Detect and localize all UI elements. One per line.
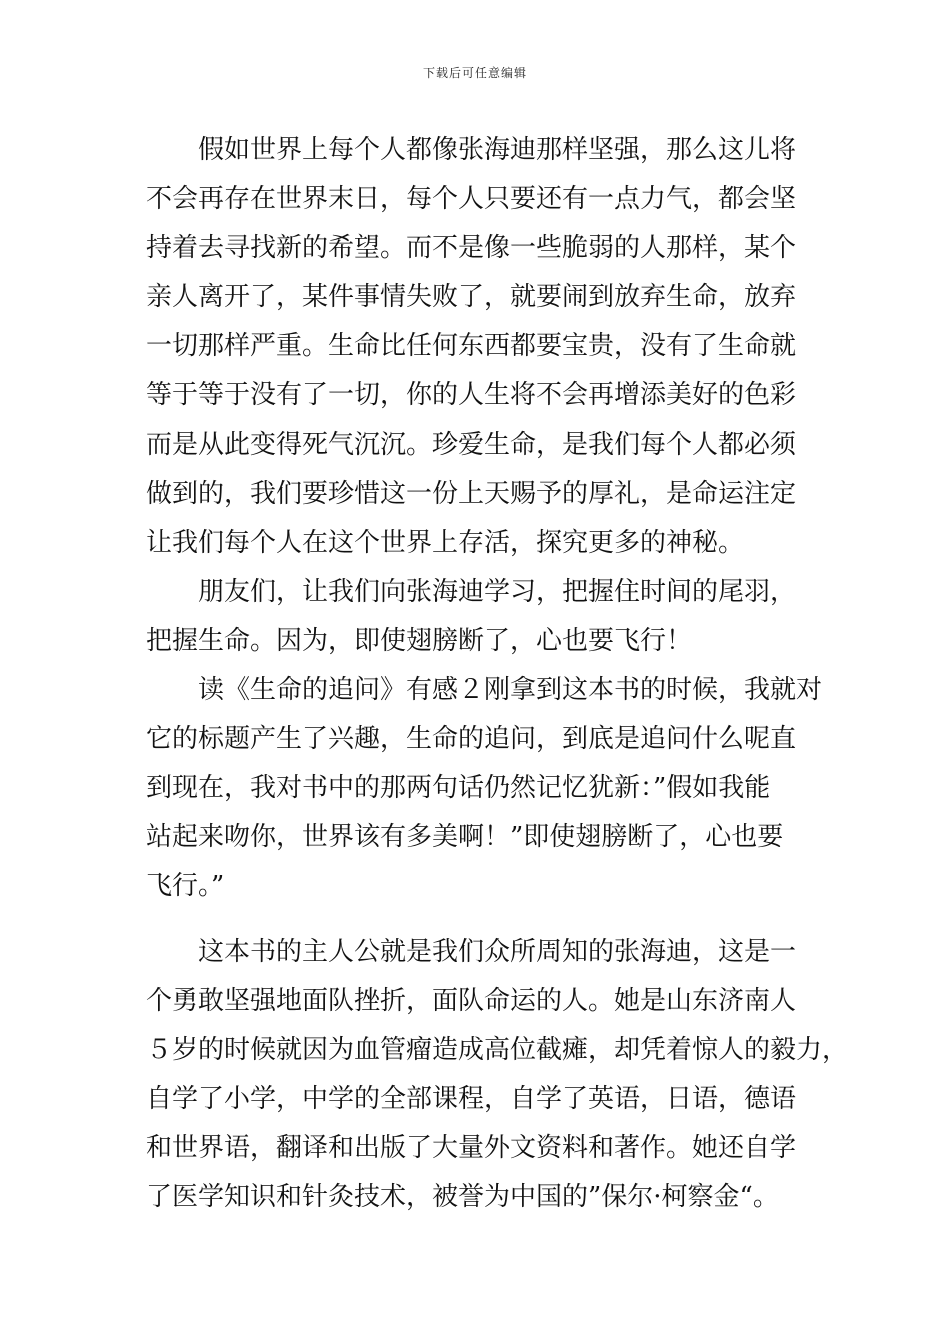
text-line: ５岁的时候就因为血管瘤造成高位截瘫，却凭着惊人的毅力，: [146, 1034, 849, 1065]
text-line: 持着去寻找新的希望。而不是像一些脆弱的人那样，某个: [146, 233, 797, 264]
text-line: 飞行。”: [146, 871, 225, 902]
text-line: 让我们每个人在这个世界上存活，探究更多的神秘。: [146, 527, 745, 558]
text-line: 假如世界上每个人都像张海迪那样坚强，那么这儿将: [198, 135, 797, 165]
text-line: 到现在，我对书中的那两句话仍然记忆犹新：”假如我能: [146, 773, 771, 804]
text-line: 亲人离开了，某件事情失败了，就要闹到放弃生命，放弃: [146, 282, 797, 313]
text-line: 自学了小学，中学的全部课程，自学了英语，日语，德语: [146, 1083, 797, 1114]
text-line: 和世界语，翻译和出版了大量外文资料和著作。她还自学: [146, 1132, 797, 1163]
text-line: 它的标题产生了兴趣，生命的追问，到底是追问什么呢直: [146, 724, 797, 755]
text-line: 而是从此变得死气沉沉。珍爱生命，是我们每个人都必须: [146, 429, 797, 460]
text-line: 一切那样严重。生命比任何东西都要宝贵，没有了生命就: [146, 331, 797, 362]
text-line: 做到的，我们要珍惜这一份上天赐予的厚礼，是命运注定: [146, 478, 797, 509]
text-line: 了医学知识和针灸技术，被誉为中国的”保尔·柯察金“。: [146, 1181, 779, 1212]
text-line: 等于等于没有了一切，你的人生将不会再增添美好的色彩: [146, 380, 797, 411]
text-line: 朋友们，让我们向张海迪学习，把握住时间的尾羽，: [198, 576, 797, 607]
text-line: 站起来吻你，世界该有多美啊！”即使翅膀断了，心也要: [146, 822, 784, 853]
text-line: 不会再存在世界末日，每个人只要还有一点力气，都会坚: [146, 184, 797, 215]
text-line: 个勇敢坚强地面队挫折，面队命运的人。她是山东济南人: [146, 985, 797, 1016]
text-line: 这本书的主人公就是我们众所周知的张海迪，这是一: [198, 936, 797, 967]
text-line: 读《生命的追问》有感２刚拿到这本书的时候，我就对: [198, 675, 823, 706]
document-body: [146, 126, 849, 1222]
page-header: 下载后可任意编辑: [422, 66, 527, 80]
text-line: 把握生命。因为，即使翅膀断了，心也要飞行！: [146, 625, 693, 656]
